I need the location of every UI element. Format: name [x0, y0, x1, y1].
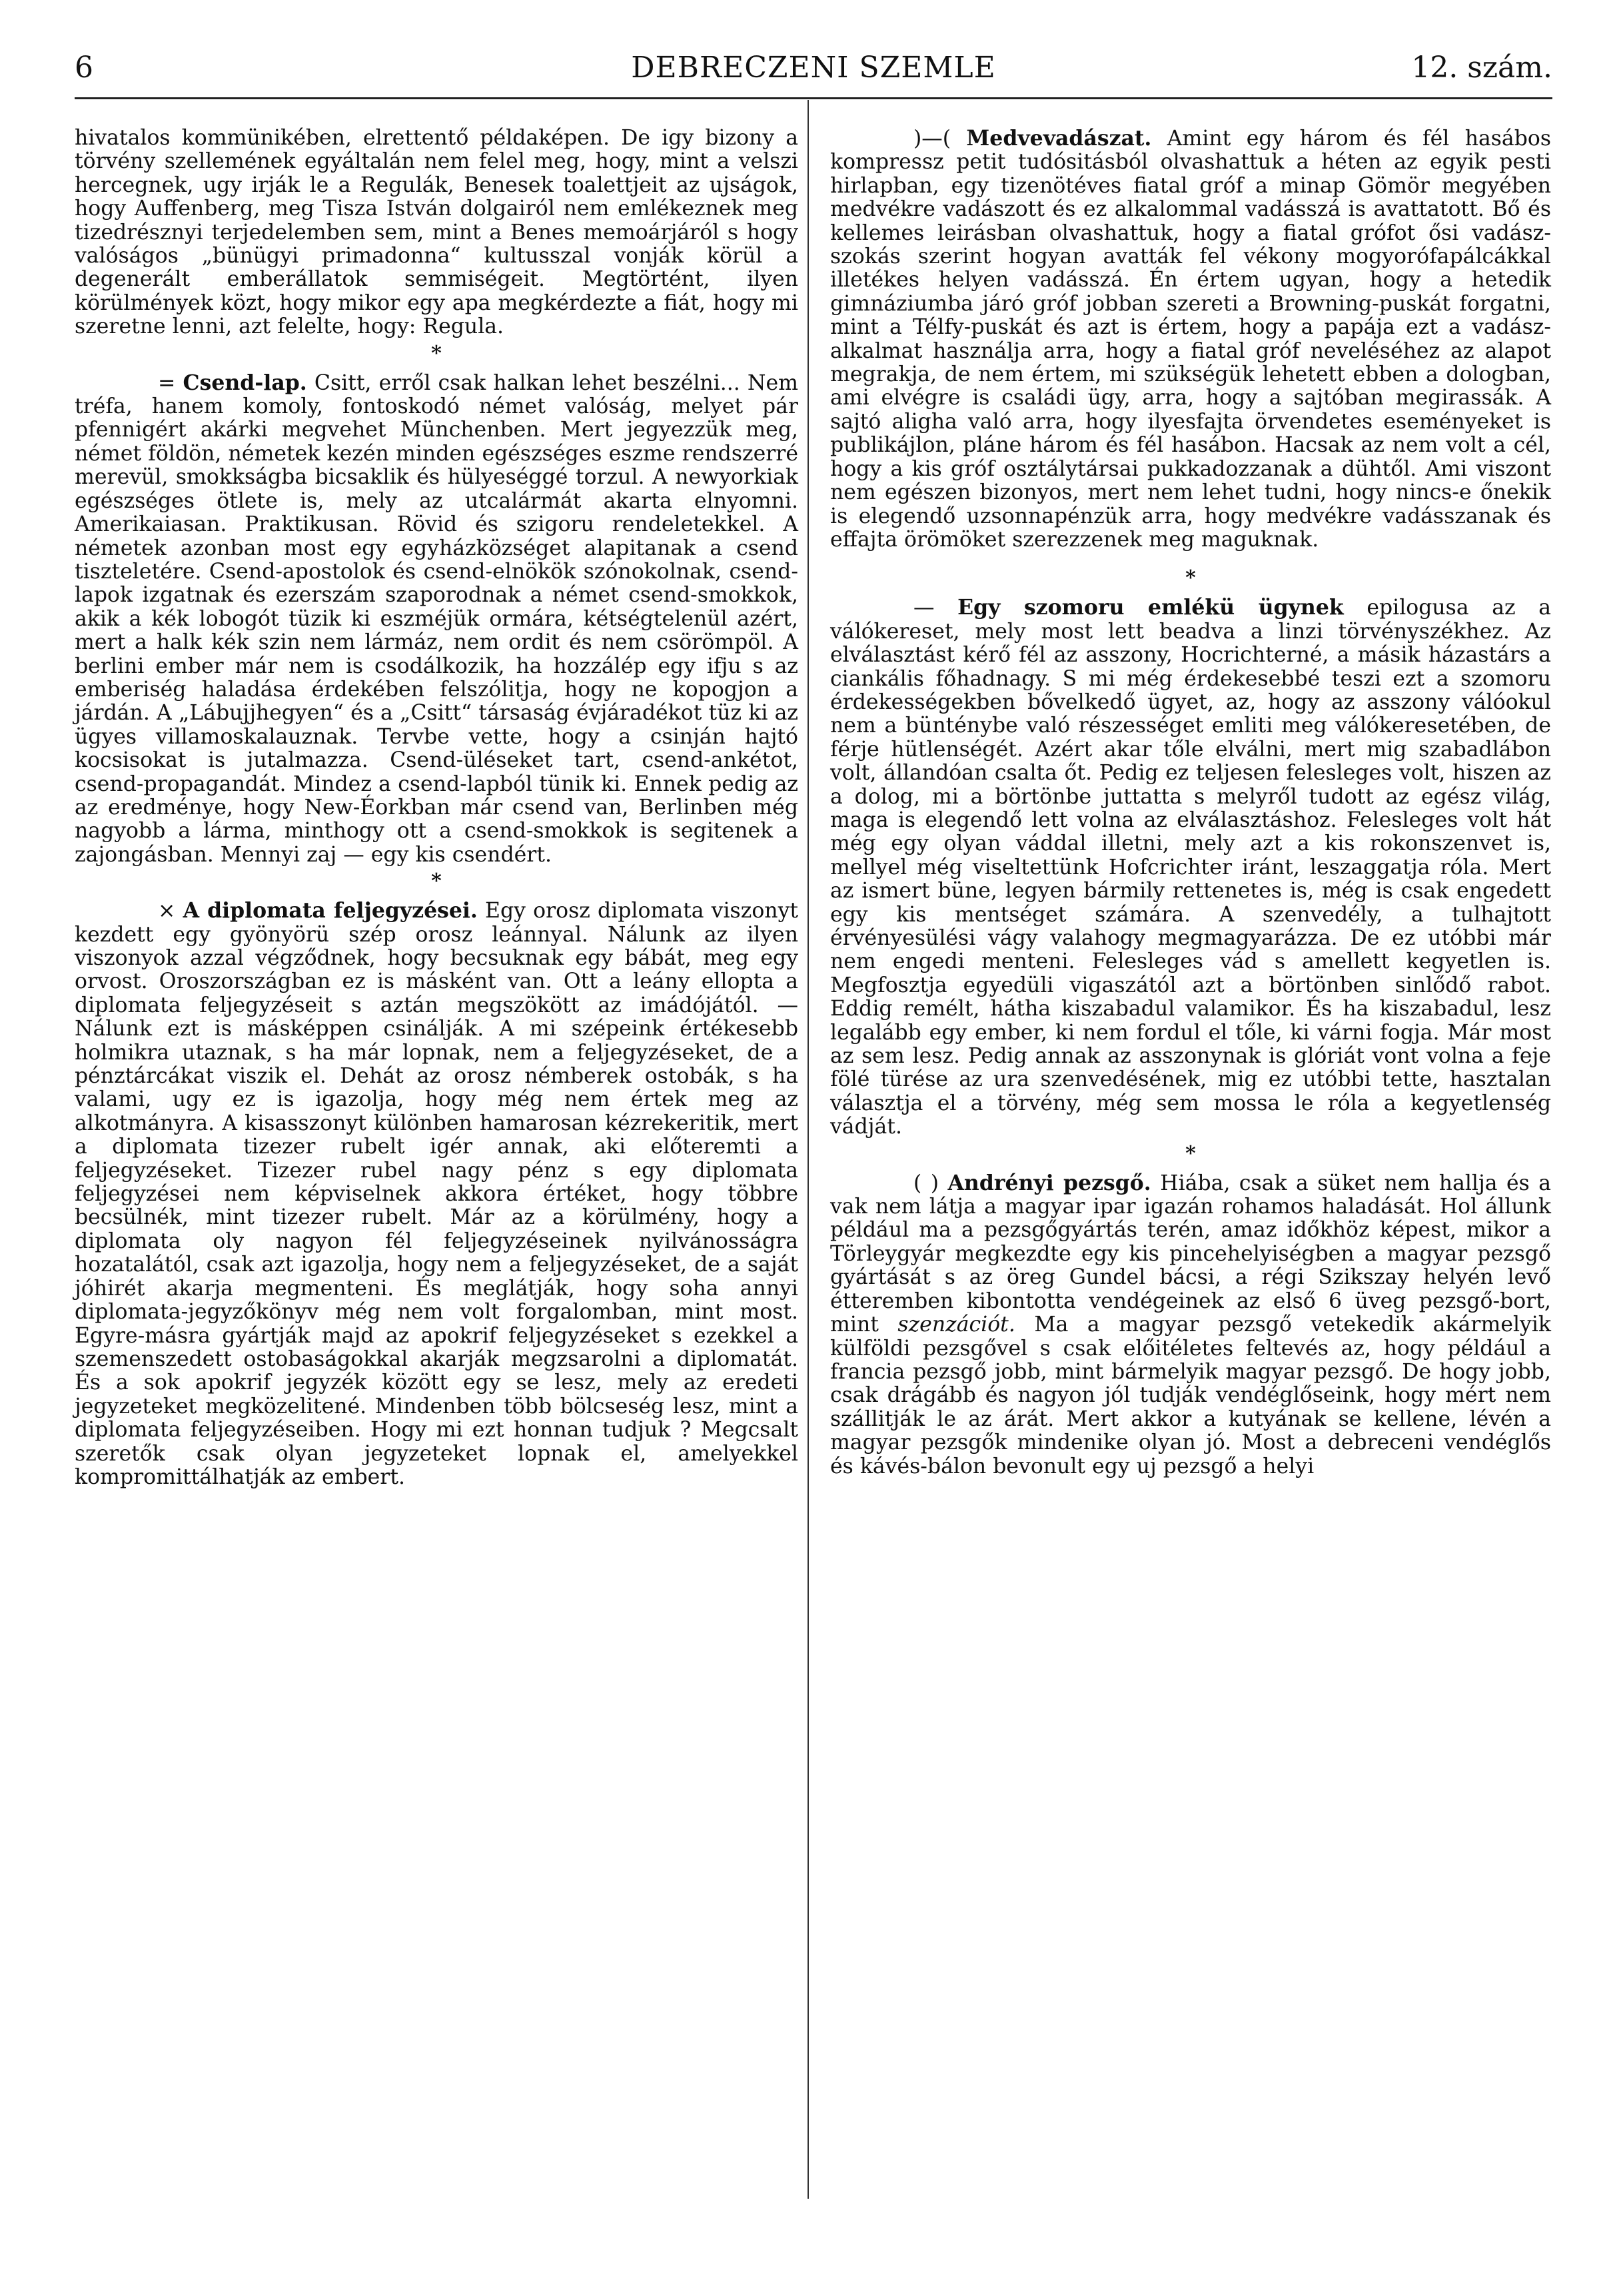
journal-title: DEBRECZENI SZEMLE: [631, 51, 996, 85]
section-separator: *: [1185, 1141, 1196, 1165]
article-mark: —: [913, 596, 935, 620]
continued-paragraph: hivatalos kommünikében, elrettentő példaképen. De igy bizony a törvény szellemének egyáltalán nem felel meg, hogy, mint a velszi hercegnek, ugy irják le a Regulák, Benesek toalettjeit az ujságok, hogy Auffenberg, meg Tisza István dolgairól nem emlékeznek meg tizedrésznyi terjedelemben sem, mint a Benes memoárjáról s hogy valóságos „bünügyi primadonna“ kultusszal vonják körül a degenerált emberállatok semmiségeit. Megtörtént, ilyen körülmények közt, hogy mikor egy apa megkérdezte a fiát, hogy mi szeretne lenni, azt felelte, hogy: Regula.: [75, 126, 798, 339]
header-rule: [75, 97, 1552, 99]
right-column: [830, 127, 1551, 1478]
section-separator: *: [431, 869, 442, 893]
article-diplomata: [75, 899, 798, 1489]
spacer: [830, 552, 1551, 564]
article-title: Medvevadászat.: [966, 126, 1152, 151]
article-title: Egy szomoru emlékü ügynek: [957, 595, 1344, 620]
column-divider: [808, 100, 809, 2199]
article-csend-lap: [75, 371, 798, 867]
article-body: Csitt, erről csak halkan lehet beszélni... Nem tréfa, hanem komoly, fontoskodó német valóság, melyet pár pfennigért akárki megvehet Münchenben. Mert jegyezzük meg, német földön, németek kezén minden egészséges eszme rendszerré merevül, smokkságba bicsaklik és hülyeséggé torzul. A newyorkiak egészséges ötlete is, mely az utcalármát akarta elnyomni. Amerikaiasan. Praktikusan. Rövid és szigoru rendeletekkel. A németek azonban most egy egyházközséget alapitanak a csend tiszteletére. Csend-apostolok és csend-elnökök szónokolnak, csend-lapok izgatnak és ezerszám szaporodnak a német csend-smokkok, akik a kék lobogót tüzik ki eszméjük ormára, kétségtelenül azért, mert a halk kék szin nem lármáz, nem ordit és nem csörömpöl. A berlini ember már nem is csodálkozik, ha hozzálép egy ifju s az emberiség haladása érdekében felszólitja, hogy ne kopogjon a járdán. A „Lábujjhegyen“ és a „Csitt“ társaság évjáradékot tüz ki az ügyes villamoskalauznak. Tervbe vette, hogy a csinján hajtó kocsisokat is jutalmazza. Csend-üléseket tart, csend-ankétot, csend-propagandát. Mindez a csend-lapból tünik ki. Ennek pedig az az eredménye, hogy New-Éorkban már csend van, Berlinben még nagyobb a lárma, minthogy ott a csend-smokkok is segitenek a zajongásban. Mennyi zaj — egy kis csendért.: [75, 370, 798, 867]
article-body: Ma a magyar pezsgő vetekedik akármelyik külföldi pezsgővel s csak előitéletes feltevés az, hogy például a francia pezsgő jobb, mint bármelyik magyar pezsgő. De hogy jobb, csak drágább és nagyon jól tudják vendéglőseink, hogy mért nem szállitják le az árát. Mert akkor a kutyának se kellene, lévén a magyar pezsgők mindenike olyan jó. Most a debreceni vendéglős és kávés-bálon bevonult egy uj pezsgő a helyi: [830, 1313, 1551, 1478]
article-mark: ( ): [913, 1171, 939, 1195]
article-body: Hiába, csak a süket nem hallja és a vak nem látja a magyar ipar igazán rohamos haladását. Hol állunk például ma a pezsgőgyártás terén, amaz időkhöz képest, mikor a Törleygyár megkezdte egy kis pincehelyiségben a magyar pezsgő gyártását s az öreg Gundel bácsi, a régi Szikszay helyén levő étteremben kibontotta vendégeinek az első 6 üveg pezsgő-bort, mint: [830, 1171, 1552, 1337]
article-title: Andrényi pezsgő.: [947, 1170, 1151, 1195]
article-body-italic: szenzációt.: [897, 1313, 1015, 1337]
page-header: [75, 45, 1552, 92]
article-szomoru-ugy: [830, 596, 1551, 1139]
article-body: Egy orosz diplomata viszonyt kezdett egy gyönyörü szép orosz leánnyal. Nálunk az ilyen viszonyok azzal végződnek, hogy becsuknak egy bábát, meg egy orvost. Oroszországban ez is másként van. Ott a leány ellopta a diplomata feljegyzéseit s aztán megszökött az imádójától. — Nálunk ezt is másképpen csinálják. A mi szépeink értékesebb holmikra utaznak, s ha már lopnak, nem a feljegyzéseket, de a pénztárcákat viszik el. Dehát az orosz némberek ostobák, s ha valami, ugy ez is igazolja, hogy még nem értek meg az alkotmányra. A kisasszonyt különben hamarosan kézrekeritik, mert a diplomata tizezer rubelt igér annak, aki előteremti a feljegyzéseket. Tizezer rubel nagy pénz s egy diplomata feljegyzései nem képviselnek akkora értéket, hogy többre becsülnék, mint tizezer rubelt. Már az a körülmény, hogy a diplomata oly nagyon fél feljegyzéseinek nyilvánosságra hozatalától, csak azt igazolja, hogy nem a feljegyzéseket, de a saját jóhirét akarja megmenteni. És meglátják, hogy soha annyi diplomata-jegyzőkönyv még nem volt forgalomban, mint most. Egyre-másra gyártják majd az apokrif feljegyzéseket s ezekkel a szemenszedett ostobaságokkal akarják megzsarolni a diplomatát. És a sok apokrif jegyzék között egy se lesz, mely az eredeti jegyzeteket megközelitené. Mindenben több bölcseség lesz, mint a diplomata feljegyzéseiben. Hogy mi ezt honnan tudjuk ? Megcsalt szeretők csak olyan jegyzeteket lopnak el, amelyekkel kompromittálhatják az embert.: [75, 899, 799, 1489]
article-medvevadaszat: [830, 127, 1551, 552]
article-body: Amint egy három és fél hasábos kompressz petit tudósitásból olvashattuk a héten az egyik pesti hirlapban, egy tizenötéves fiatal gróf a minap Gömör megyében medvékre vadászott és ez alkalommal vadásszá is avattatott. Bő és kellemes leirásban olvashattuk, hogy a fiatal grófot ősi vadász-szokás szerint hogyan avatták fel vékony mogyorófapálcákkal illetékes helyen vadásszá. Én értem ugyan, hogy a hetedik gimnáziumba járó gróf jobban szereti a Browning-puskát forgatni, mint a Télfy-puskát és azt is értem, hogy a papája ezt a vadász-alkalmat használja arra, hogy a fiatal gróf neveléséhez az alapot megrakja, de nem értem, mi szükségük lehetett ebben a dologban, ami elvégre is családi ügy, arra, hogy a sajtóban megirassák. A sajtó aligha való arra, hogy ilyesfajta örvendetes eseményeket is publikájlon, pláne három és fél hasábon. Hacsak az nem volt a cél, hogy a kis gróf osztálytársai pukkadozzanak a dühtől. Ami viszont nem egészen bizonyos, mert nem lehet tudni, hogy nincs-e őnekik is elegendő uzsonnapénzük arra, hogy medvékre vadásszanak és effajta örömöket szerezzenek meg maguknak.: [830, 127, 1552, 552]
article-body: epilogusa az a válókereset, mely most lett beadva a linzi törvényszékhez. Az elválasztást kérő fél az asszony, Hocrichterné, a másik házastárs a ciankális főhadnagy. S mi még érdekesebbé teszi ezt a szomoru érdekességekben bővelkedő ügyet, az, hogy az asszony válóokul nem a bünténybe való részességet emliti meg válókeresetében, de férje hütlenségét. Azért akar tőle elválni, mert mig szabadlábon volt, állandóan csalta őt. Pedig ez teljesen felesleges volt, hiszen az a dolog, mi a börtönbe juttatta s melyről tudott az egész világ, maga is elegendő lett volna az elválasztáshoz. Felesleges volt hát még egy olyan váddal illetni, mely azt a kis rokonszenvet is, mellyel még viseltettünk Hofcrichter iránt, leszaggatja róla. Mert az ismert büne, legyen bármily rettenetes is, még is csak engedett egy kis mentséget számára. A szenvedély, a tulhajtott érvényesülési vágy valahogy megmagyarázza. De ez utóbbi már nem engedi menteni. Felesleges vád s amellett kegyetlen is. Megfosztja egyedüli vigaszától azt a börtönben sinlődő rabot. Eddig remélt, hátha kiszabadul valamikor. És ha kiszabadul, lesz legalább egy ember, ki nem fordul el tőle, ki várni fogja. Már most az sem lesz. Pedig annak az asszonynak is glóriát vont volna a feje fölé türése az ura szenvedésének, mig ez utóbbi tette, hasztalan választja el a törvény, még sem mossa le róla a kegyetlenség vádját.: [830, 596, 1551, 1139]
article-title: Csend-lap.: [183, 370, 307, 395]
article-mark: =: [158, 370, 176, 395]
article-andrenyi-pezsgo: [830, 1171, 1551, 1478]
section-separator: *: [431, 341, 442, 365]
article-title: A diplomata feljegyzései.: [183, 898, 478, 923]
left-column: [75, 127, 798, 1489]
article-mark: ×: [158, 899, 176, 923]
issue-number: 12. szám.: [1411, 51, 1552, 85]
section-separator: *: [1185, 566, 1196, 590]
article-mark: )—(: [913, 127, 951, 151]
page-number: 6: [75, 51, 93, 85]
